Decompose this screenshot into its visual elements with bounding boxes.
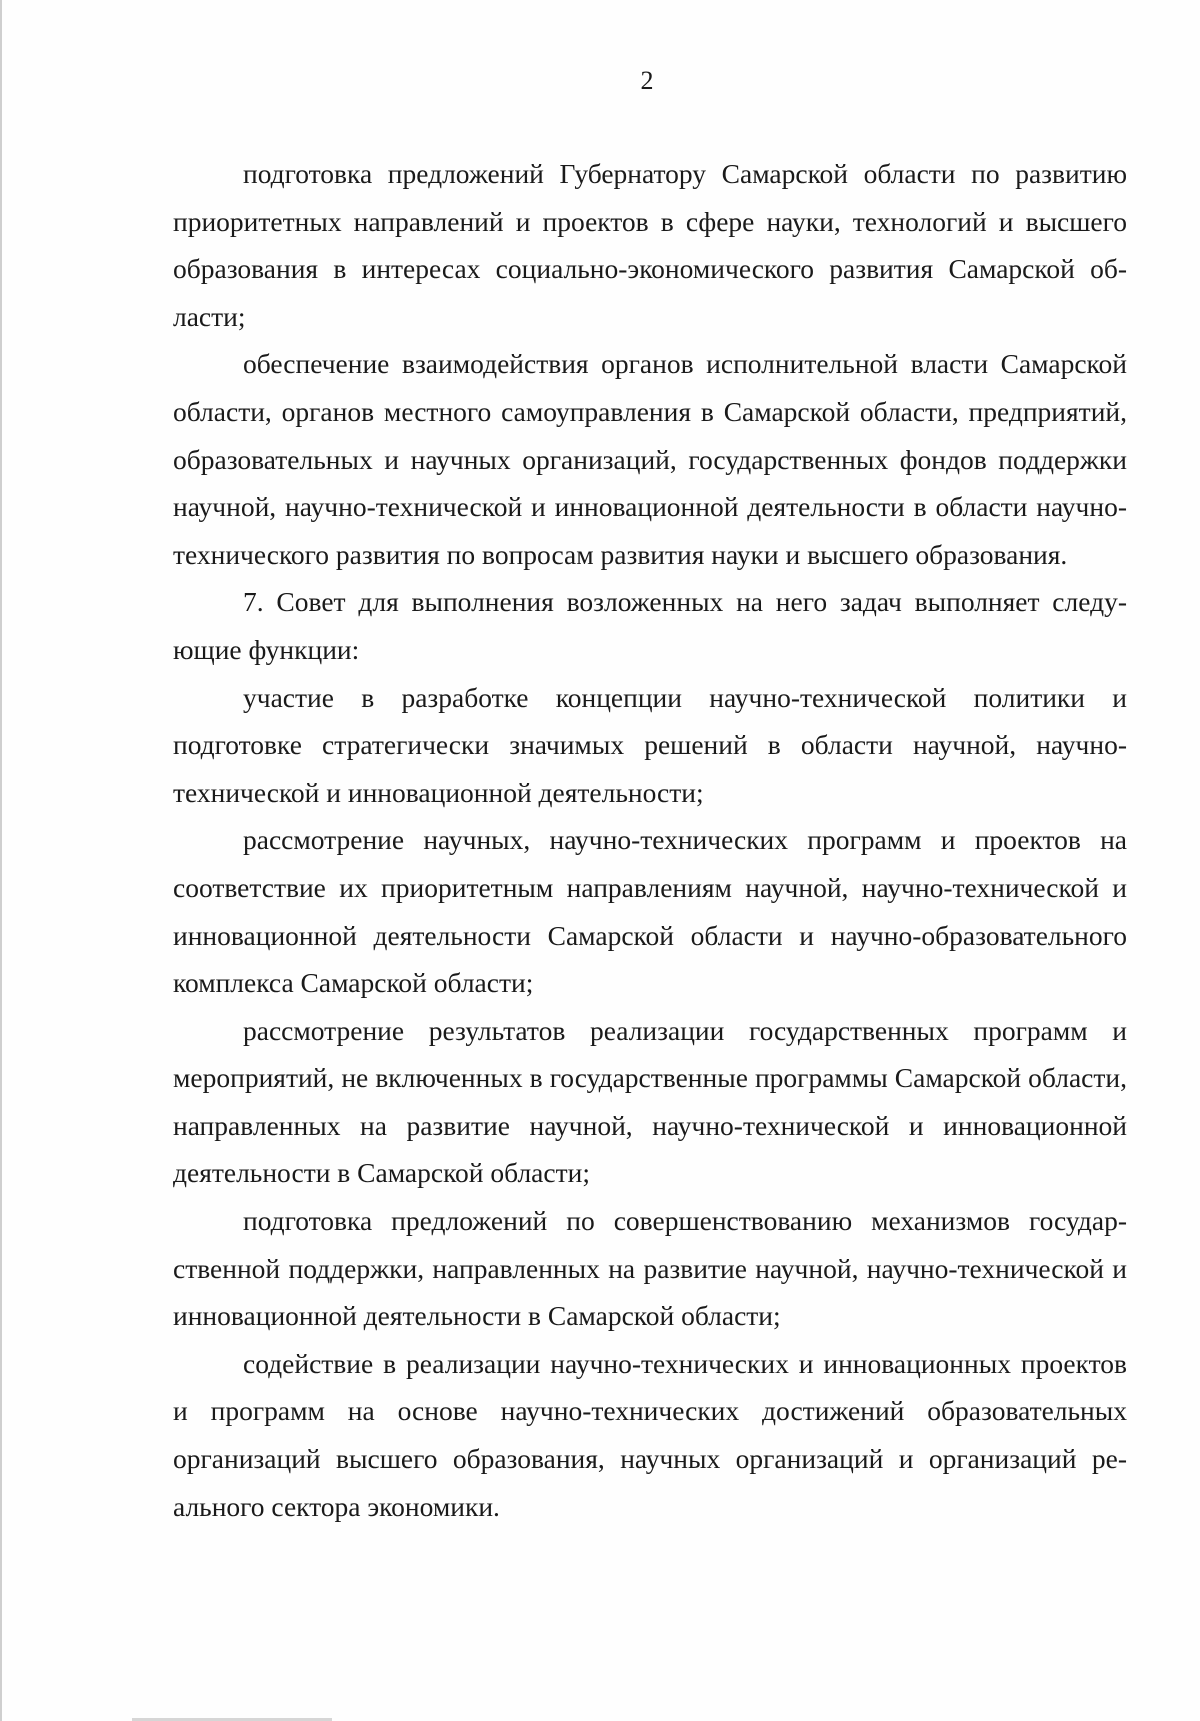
document-body xyxy=(173,150,1127,1530)
paragraph-results-review: рассмотрение результатов реализации государственных программ и мероприятий, не включенных в государственные программы Самарской области, направленных на развитие научной, научно-технической и инновационной деятельности в Самарской области; xyxy=(173,1014,1127,1189)
paragraph-concept-participation: участие в разработке концепции научно-технической политики и подготовке стратегически значимых решений в области научной, научно-технической и инновационной деятельности; xyxy=(173,681,1127,808)
paragraph-proposals-governor: подготовка предложений Губернатору Самарской области по развитию приоритетных направлений и проектов в сфере науки, технологий и высшего образования в интересах социально-экономического развития Самарской области; xyxy=(173,158,1127,332)
paragraph-projects-assistance: содействие в реализации научно-технических и инновационных проектов и программ на основе научно-технических достижений образовательных организаций высшего образования, научных организаций и организаций реального сектора экономики. xyxy=(173,1347,1127,1522)
paragraph-council-functions: 7. Совет для выполнения возложенных на него задач выполняет следующие функции: xyxy=(173,586,1127,665)
paragraph-support-mechanisms: подготовка предложений по совершенствованию механизмов государственной поддержки, направленных на развитие научной, научно-технической и инновационной деятельности в Самарской области; xyxy=(173,1205,1127,1332)
paragraph-programs-review: рассмотрение научных, научно-технических программ и проектов на соответствие их приоритетным направлениям научной, научно-технической и инновационной деятельности Самарской области и научно-образовательного комплекса Самарской области; xyxy=(173,824,1127,999)
paragraph-interaction: обеспечение взаимодействия органов исполнительной власти Самарской области, органов местного самоуправления в Самарской области, предприятий, образовательных и научных организаций, государственных фондов поддержки научной, научно-технической и инновационной деятельности в области научно-технического развития по вопросам развития науки и высшего образования. xyxy=(173,348,1127,570)
page-number: 2 xyxy=(640,66,654,95)
